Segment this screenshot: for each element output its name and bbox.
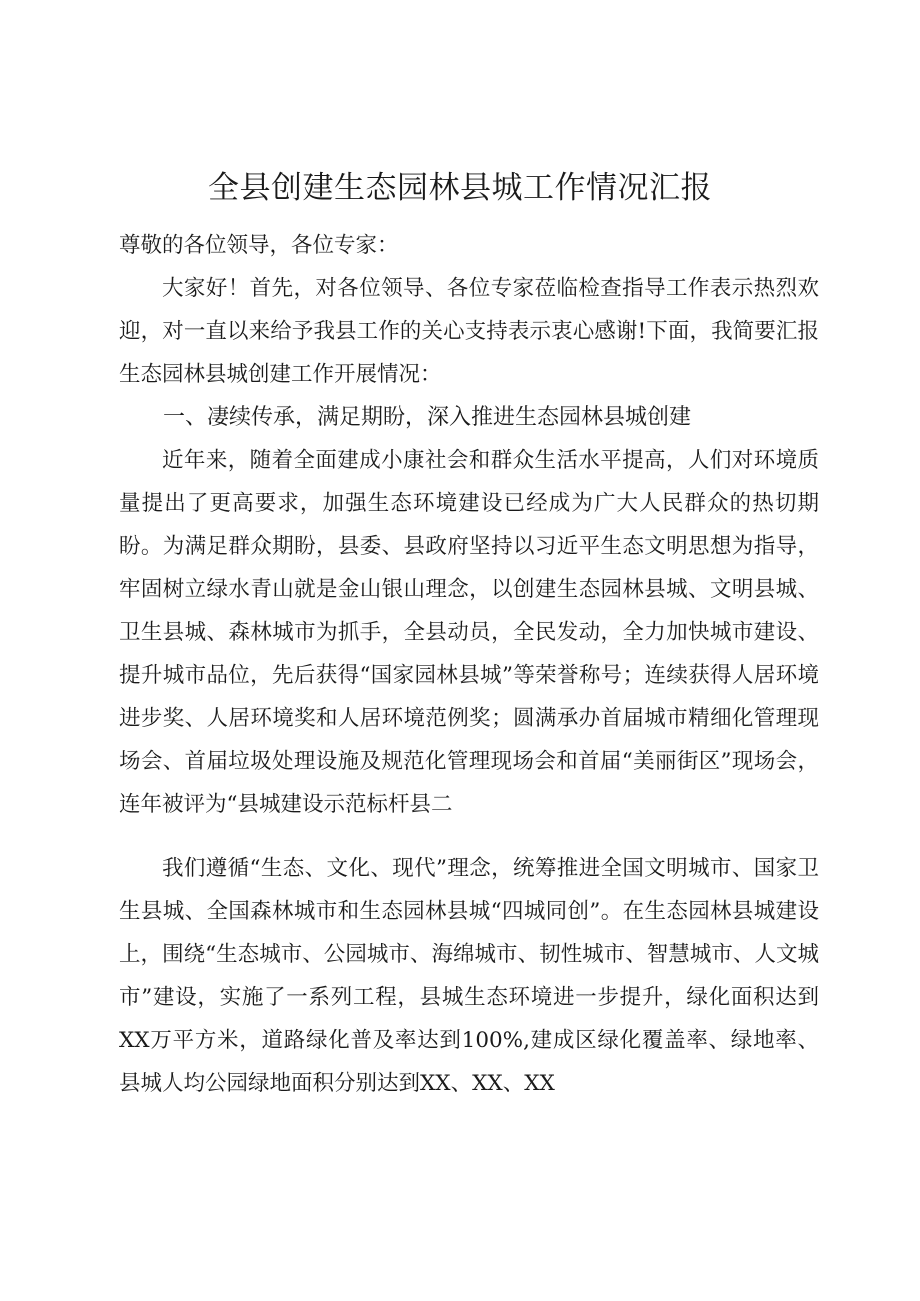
salutation: 尊敬的各位领导，各位专家： — [119, 233, 399, 258]
section-heading: 一、凄续传承，满足期盼，深入推进生态园林县城创建 — [163, 405, 692, 430]
body-paragraph-1: 近年来，随着全面建成小康社会和群众生活水平提高，人们对环境质量提出了更高要求，加强生态环境建设已经成为广大人民群众的热切期盼。为满足群众期盼，县委、县政府坚持以习近平生态文明思想为指导，牢固树立绿水青山就是金山银山理念，以创建生态园林县城、文明县城、卫生县城、森林城市为抓手，全县动员，全民发动，全力加快城市建设、提升城市品位，先后获得“国家园林县城”等荣誉称号；连续获得人居环境进步奖、人居环境奖和人居环境范例奖；圆满承办首届城市精细化管理现场会、首届垃圾处理设施及规范化管理现场会和首届“美丽街区”现场会，连年被评为“县城建设示范标杆县二 — [119, 448, 819, 817]
document-title: 全县创建生态园林县城工作情况汇报 — [208, 170, 712, 206]
document-body — [119, 224, 819, 1105]
opening-paragraph: 大家好！首先，对各位领导、各位专家莅临检查指导工作表示热烈欢迎，对一直以来给予我县工作的关心支持表示衷心感谢!下面，我简要汇报生态园林县城创建工作开展情况： — [119, 276, 819, 387]
body-paragraph-2: 我们遵循“生态、文化、现代”理念，统筹推进全国文明城市、国家卫生县城、全国森林城市和生态园林县城“四城同创”。在生态园林县城建设上，围绕“生态城市、公园城市、海绵城市、韧性城市、智慧城市、人文城市”建设，实施了一系列工程，县城生态环境进一步提升，绿化面积达到XX万平方米，道路绿化普及率达到100%,建成区绿化覆盖率、绿地率、县城人均公园绿地面积分别达到XX、XX、XX — [119, 856, 819, 1096]
